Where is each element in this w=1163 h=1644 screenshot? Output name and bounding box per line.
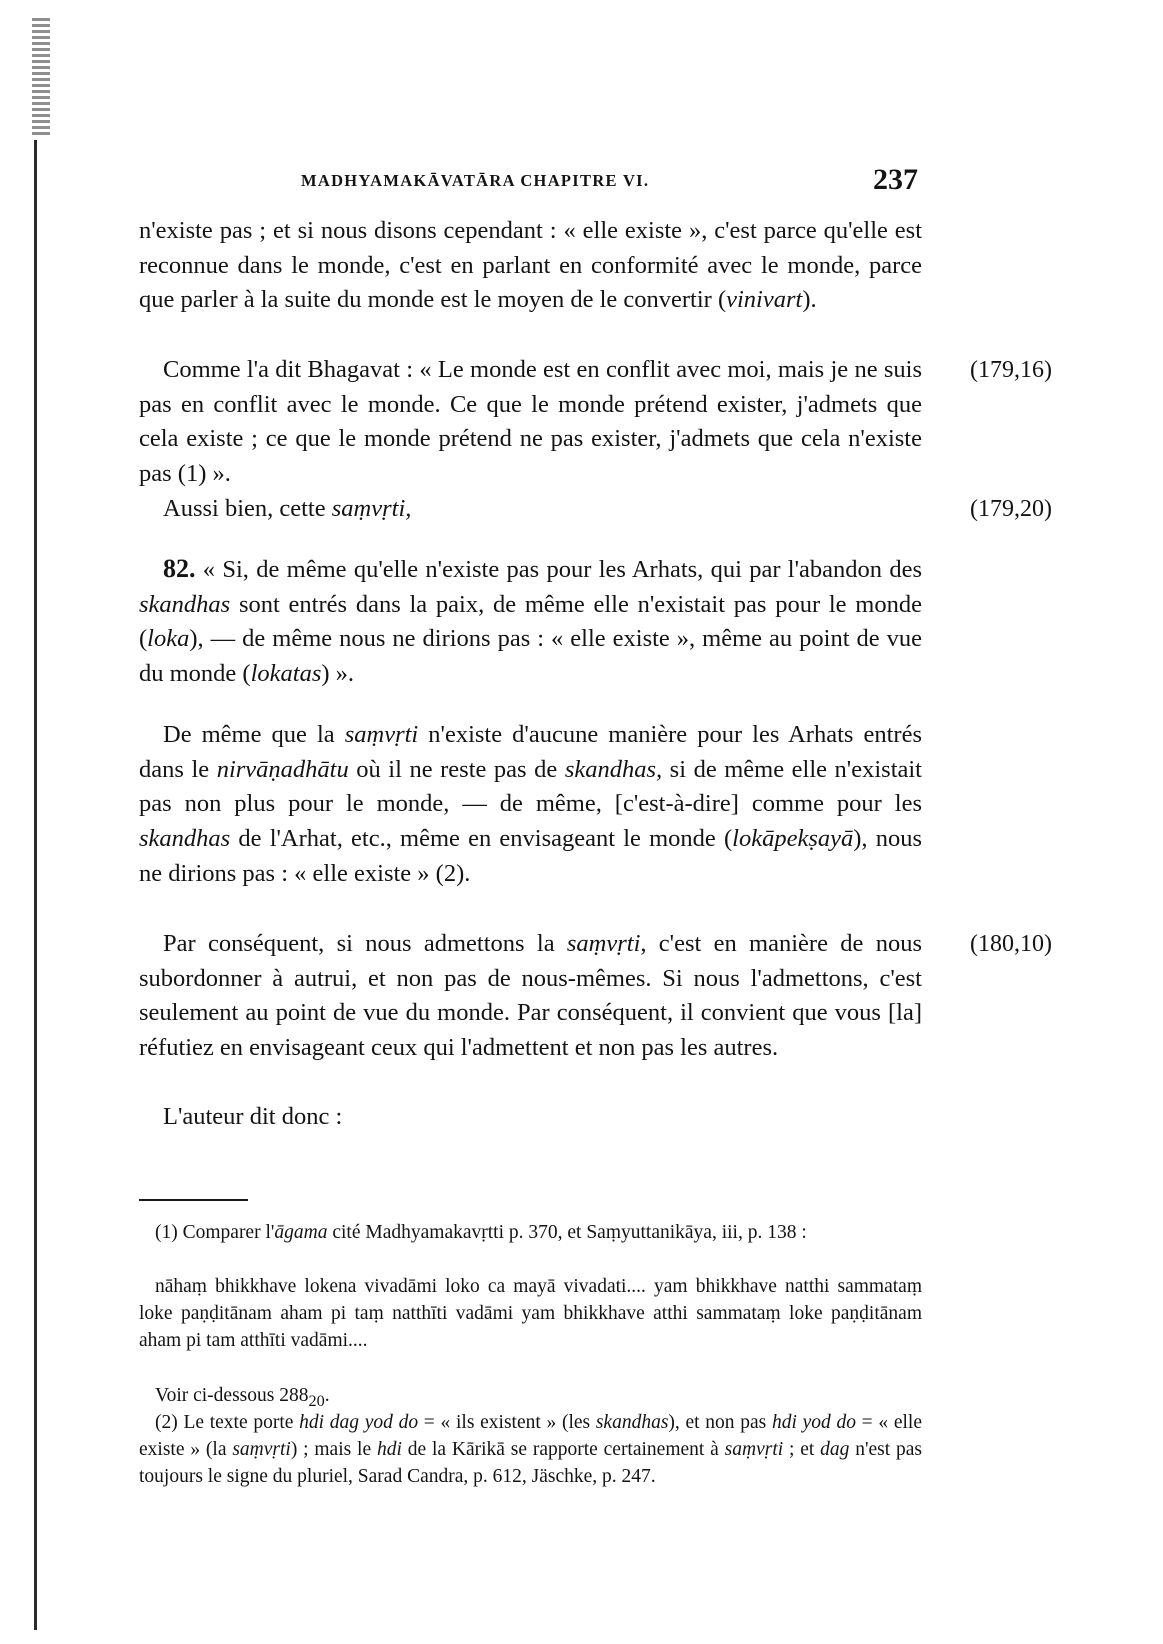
binding-edge-texture [32, 18, 50, 138]
paragraph-4-italic-4: skandhas [139, 825, 231, 853]
footnote-1-text-a: (1) Comparer l' [155, 1222, 275, 1243]
binding-edge-line [34, 140, 37, 1630]
verse-italic-3: lokatas [250, 660, 322, 688]
verse-82 [139, 552, 922, 692]
paragraph-4-text-f: ), nous ne dirions pas : « elle existe » (2). [139, 825, 922, 887]
paragraph-5-italic: saṃvṛti [566, 930, 641, 957]
footnote-2 [139, 1409, 922, 1491]
paragraph-6: L'auteur dit donc : [163, 1103, 343, 1130]
footnote-2-italic-7: dag [820, 1439, 850, 1461]
footnote-1-crossref-text: Voir ci-dessous 288 [155, 1385, 309, 1406]
paragraph-1-text-b: ). [802, 286, 817, 314]
footnote-1 [139, 1219, 922, 1246]
paragraph-1-text-a: n'existe pas ; et si nous disons cependant : « elle existe », c'est parce qu'elle est reconnue dans le monde, c'est en parlant en conformité avec le monde, parce que parler à la suite du monde est le moyen de le convertir ( [139, 217, 922, 314]
verse-italic-2: loka [147, 625, 190, 653]
footnote-2-text-e: ) ; mais le [290, 1439, 377, 1461]
footnote-1-crossref-end: . [324, 1385, 330, 1406]
footnote-2-italic-3: hdi yod do [771, 1412, 856, 1433]
footnote-2-text-h: n'est pas toujours le signe du pluriel, Sarad Candra, p. 612, Jäschke, p. 247. [139, 1439, 922, 1488]
margin-ref-2: (179,20) [970, 496, 1052, 522]
page-number: 237 [873, 163, 918, 196]
paragraph-3-text: Aussi bien, cette [163, 495, 332, 522]
margin-ref-3: (180,10) [970, 931, 1052, 957]
running-title: MADHYAMAKĀVATĀRA CHAPITRE VI. [301, 171, 650, 190]
footnote-1-quote: nāhaṃ bhikkhave lokena vivadāmi loko ca mayā vivadati.... yam bhikkhave natthi sammataṃ loke paṇḍitānam aham pi taṃ natthīti vadāmi yam bhikkhave atthi sammataṃ loke paṇḍitānam aham pi tam atthīti vadāmi.... [139, 1276, 922, 1352]
paragraph-1 [139, 214, 922, 318]
paragraph-3 [139, 492, 922, 527]
footnote-2-text-f: de la Kārikā se rapporte certainement à [401, 1439, 725, 1461]
footnote-2-text-d: = « elle existe » (la [139, 1412, 923, 1461]
footnote-2-text-c: ), et non pas [668, 1412, 772, 1433]
paragraph-4-text-a: De même que la [163, 721, 345, 748]
footnote-2-italic-5: hdi [376, 1439, 402, 1461]
paragraph-5 [139, 927, 922, 1066]
paragraph-4 [139, 718, 922, 892]
page-header [301, 163, 918, 203]
paragraph-4-italic-1: saṃvṛti [344, 721, 419, 748]
verse-text-a: « Si, de même qu'elle n'existe pas pour les Arhats, qui par l'abandon des [195, 556, 922, 583]
paragraph-1-italic: vinivart [726, 286, 803, 314]
paragraph-2: Comme l'a dit Bhagavat : « Le monde est en conflit avec moi, mais je ne suis pas en conflit avec le monde. Ce que le monde prétend exister, j'admets que cela existe ; ce que le monde prétend ne pas exister, j'admets que cela n'existe pas (1) ». [139, 356, 922, 488]
paragraph-4-italic-5: lokāpekṣayā [732, 825, 854, 853]
footnote-1-italic: āgama [274, 1222, 328, 1243]
paragraph-5-text-b: , c'est en manière de nous subordonner à autrui, et non pas de nous-mêmes. Si nous l'admettons, c'est seulement au point de vue du monde. Par conséquent, il convient que vous [la] réfutiez en envisageant ceux qui l'admettent et non pas les autres. [139, 930, 922, 1062]
footnote-2-italic-1: hdi dag yod do [299, 1412, 419, 1433]
verse-italic-1: skandhas [139, 590, 231, 618]
footnote-2-italic-4: saṃvṛti [232, 1439, 291, 1461]
footnote-2-italic-2: skandhas [595, 1412, 669, 1433]
margin-ref-1: (179,16) [970, 357, 1052, 383]
paragraph-4-italic-2: nirvāṇadhātu [216, 755, 349, 783]
footnote-2-italic-6: saṃvṛti [724, 1439, 784, 1461]
verse-text-b: sont entrés dans la paix, de même elle n'existait pas pour le monde ( [139, 590, 922, 653]
footnote-2-text-a: (2) Le texte porte [155, 1412, 300, 1433]
footnote-rule [139, 1199, 248, 1201]
footnote-2-text-b: = « ils existent » (les [418, 1412, 596, 1433]
footnote-2-text-g: ; et [783, 1439, 821, 1461]
paragraph-4-italic-3: skandhas, [564, 755, 663, 783]
verse-text-d: ) ». [321, 660, 355, 688]
footnote-1-text-b: cité Madhyamakavṛtti p. 370, et Saṃyuttanikāya, iii, p. 138 : [327, 1222, 807, 1243]
verse-text-c: ), — de même nous ne dirions pas : « elle existe », même au point de vue du monde ( [139, 625, 922, 688]
paragraph-3-italic: saṃvṛti, [331, 495, 412, 522]
footnote-1-crossref-sub: 20 [308, 1391, 325, 1410]
verse-number: 82. [163, 554, 196, 583]
paragraph-4-text-b: n'existe d'aucune manière pour les Arhats entrés dans le [139, 721, 922, 783]
paragraph-4-text-c: où il ne reste pas de [348, 755, 565, 783]
paragraph-4-text-d: si de même elle n'existait pas non plus pour le monde, — de même, [c'est-à-dire] comme pour les [139, 755, 922, 818]
paragraph-5-text-a: Par conséquent, si nous admettons la [163, 930, 567, 957]
paragraph-4-text-e: de l'Arhat, etc., même en envisageant le monde ( [230, 825, 733, 853]
